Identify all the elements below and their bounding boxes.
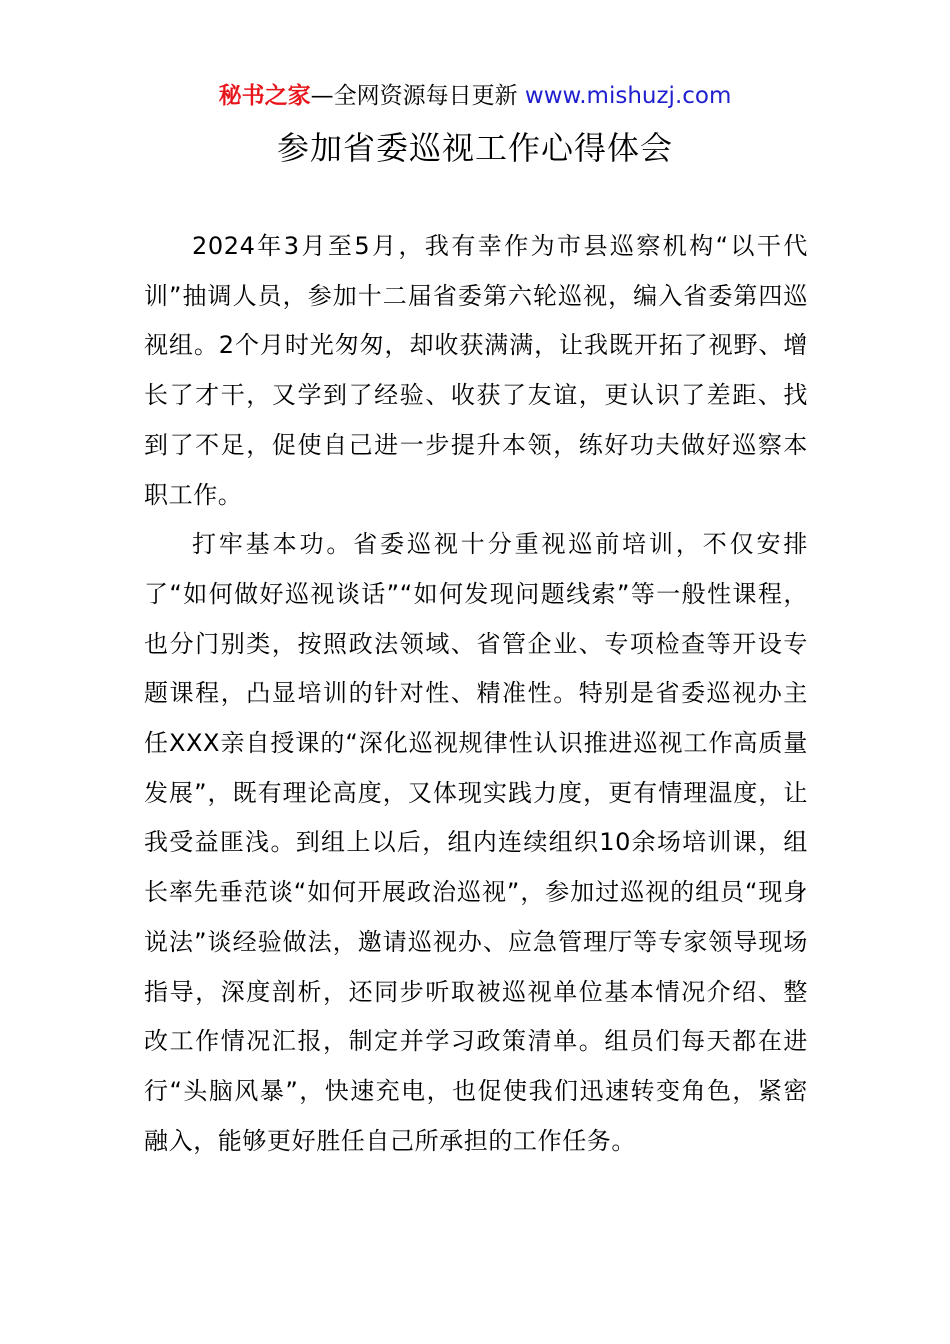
site-header <box>0 80 950 112</box>
document-body <box>144 222 808 1166</box>
document-title: 参加省委巡视工作心得体会 <box>276 129 673 167</box>
site-tagline: —全网资源每日更新 <box>310 83 518 109</box>
site-url-link[interactable]: www.mishuzj.com <box>524 83 732 109</box>
brand-name: 秘书之家 <box>218 83 311 109</box>
paragraph-intro: 2024年3月至5月，我有幸作为市县巡察机构“以干代训”抽调人员，参加十二届省委第六轮巡视，编入省委第四巡视组。2个月时光匆匆，却收获满满，让我既开拓了视野、增长了才干，又学到了经验、收获了友谊，更认识了差距、找到了不足，促使自己进一步提升本领，练好功夫做好巡察本职工作。 <box>144 232 808 509</box>
paragraph-basic-skills: 打牢基本功。省委巡视十分重视巡前培训，不仅安排了“如何做好巡视谈话”“如何发现问题线索”等一般性课程，也分门别类，按照政法领域、省管企业、专项检查等开设专题课程，凸显培训的针对性、精准性。特别是省委巡视办主任XXX亲自授课的“深化巡视规律性认识推进巡视工作高质量发展”，既有理论高度，又体现实践力度，更有情理温度，让我受益匪浅。到组上以后，组内连续组织10余场培训课，组长率先垂范谈“如何开展政治巡视”，参加过巡视的组员“现身说法”谈经验做法，邀请巡视办、应急管理厅等专家领导现场指导，深度剖析，还同步听取被巡视单位基本情况介绍、整改工作情况汇报，制定并学习政策清单。组员们每天都在进行“头脑风暴”，快速充电，也促使我们迅速转变角色，紧密融入，能够更好胜任自己所承担的工作任务。 <box>144 530 808 1155</box>
